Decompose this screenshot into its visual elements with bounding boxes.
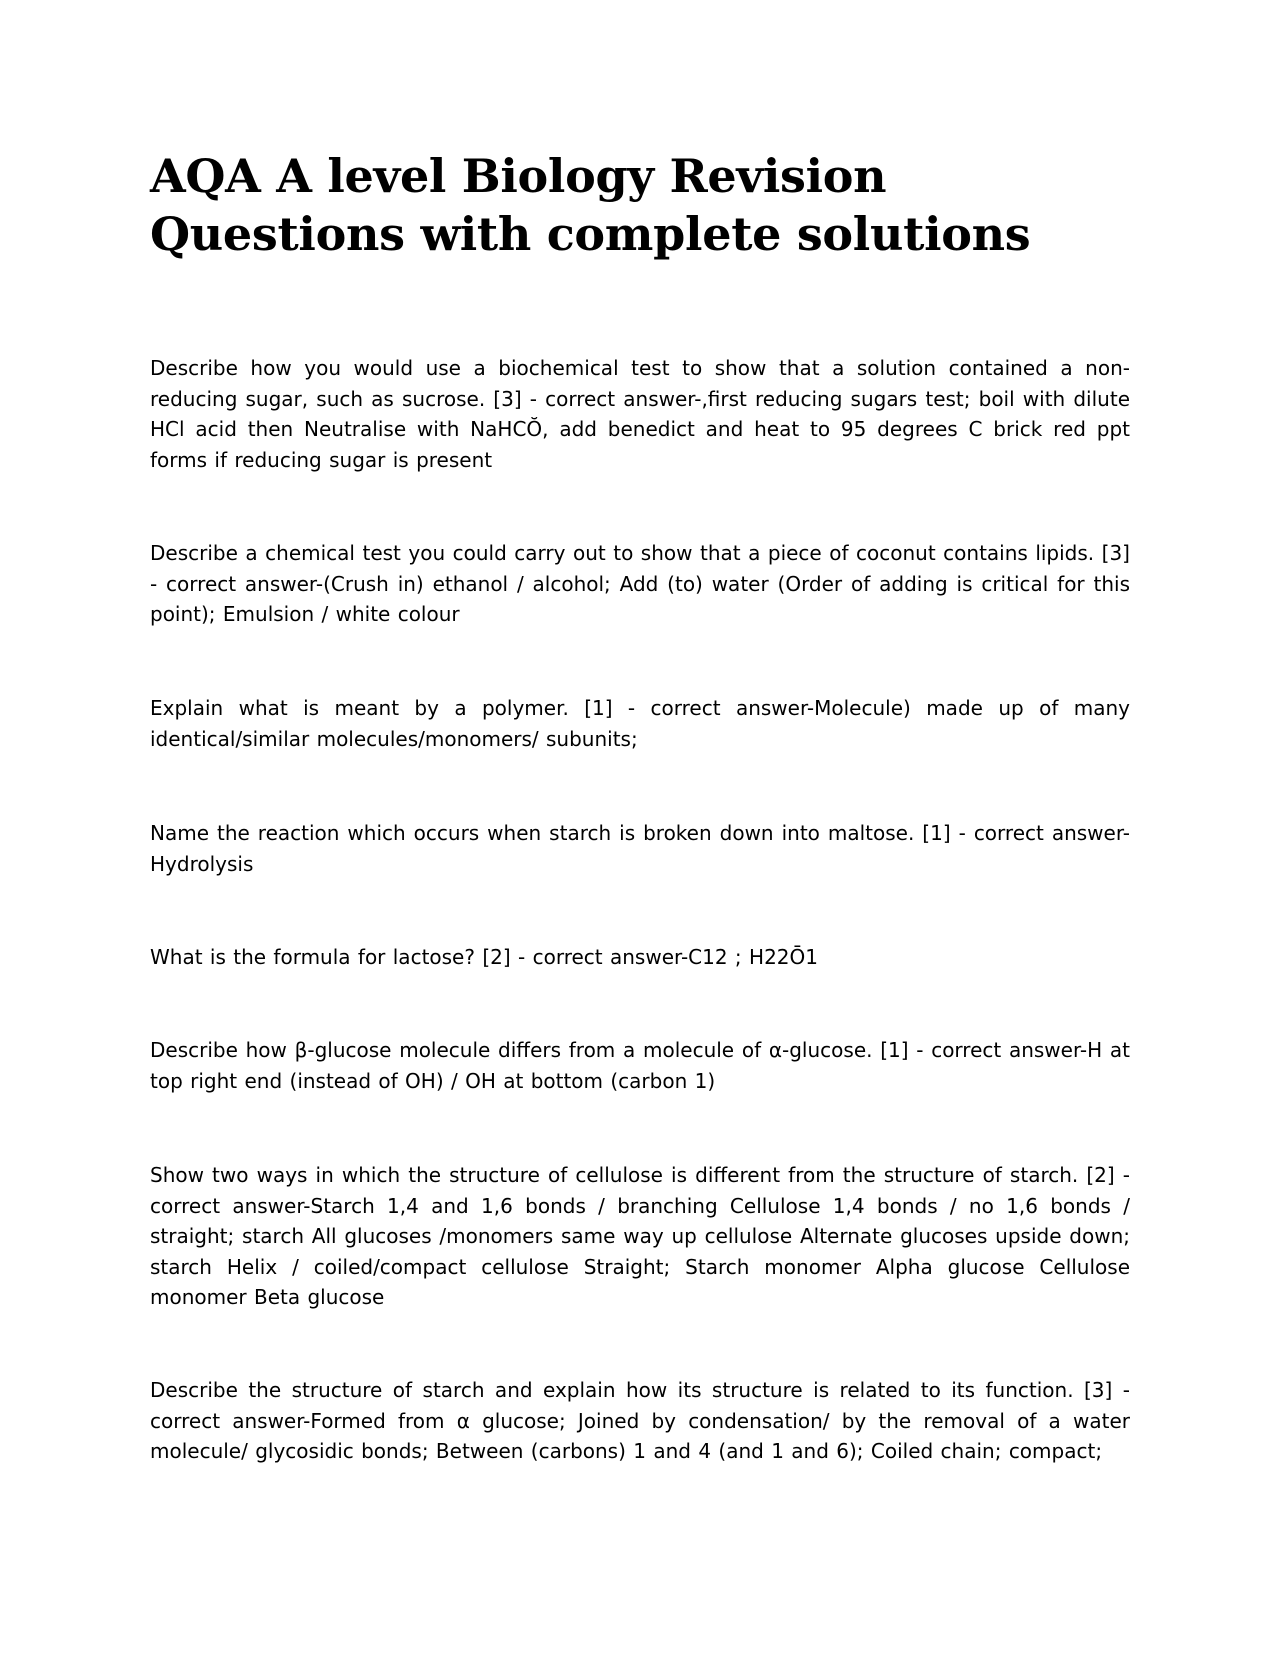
question-answer-7: Show two ways in which the structure of cellulose is different from the structure of starch. [2] - correct answer-Starch 1,4 and 1,6 bonds / branching Cellulose 1,4 bonds / no 1,6 bonds / straight; starch All glucoses /monomers same way up cellulose Alternate glucoses upside down; starch Helix / coiled/compact cellulose Straight; Starch monomer Alpha glucose Cellulose monomer Beta glucose — [150, 1163, 1130, 1309]
question-answer-4: Name the reaction which occurs when starch is broken down into maltose. [1] - correct answer-Hydrolysis — [150, 821, 1130, 876]
question-answer-5: What is the formula for lactose? [2] - correct answer-C12 ; H22Ō1 — [150, 945, 818, 969]
document-title: AQA A level Biology Revision Questions with complete solutions — [150, 149, 1031, 261]
question-answer-3: Explain what is meant by a polymer. [1] - correct answer-Molecule) made up of many identical/similar molecules/monomers/ subunits; — [150, 696, 1130, 751]
question-answer-6: Describe how β-glucose molecule differs from a molecule of α-glucose. [1] - correct answer-H at top right end (instead of OH) / OH at bottom (carbon 1) — [150, 1038, 1130, 1093]
question-answer-8: Describe the structure of starch and explain how its structure is related to its function. [3] - correct answer-Formed from α glucose; Joined by condensation/ by the removal of a water molecule/ glycosidic bonds; Between (carbons) 1 and 4 (and 1 and 6); Coiled chain; compact; — [150, 1378, 1130, 1463]
question-answer-2: Describe a chemical test you could carry out to show that a piece of coconut contains lipids. [3] - correct answer-(Crush in) ethanol / alcohol; Add (to) water (Order of adding is critical for this point); Emulsion / white colour — [150, 541, 1130, 626]
question-answer-1: Describe how you would use a biochemical test to show that a solution contained a non-reducing sugar, such as sucrose. [3] - correct answer-,first reducing sugars test; boil with dilute HCl acid then Neutralise with NaHCŎ, add benedict and heat to 95 degrees C brick red ppt forms if reducing sugar is present — [150, 356, 1130, 472]
